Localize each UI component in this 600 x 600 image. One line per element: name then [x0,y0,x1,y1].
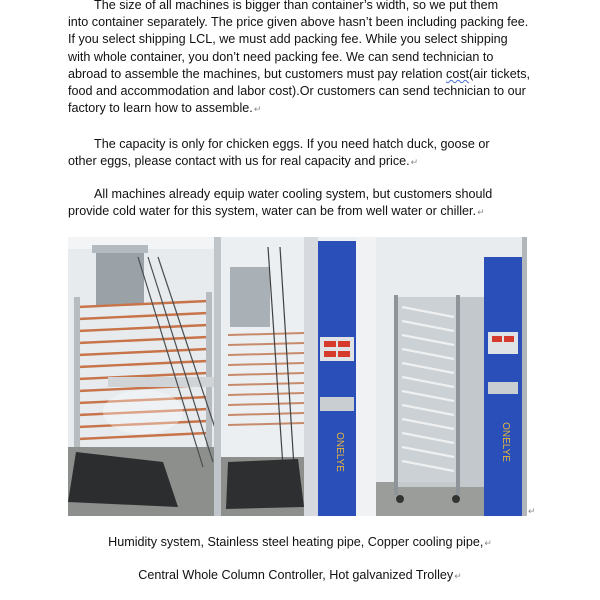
machine-photo [68,237,527,516]
paragraph-first-line: All machines already equip water cooling system, but customers should [94,187,493,201]
brand-label: ONELYE [334,432,345,472]
paragraph-mark-icon: ↵ [454,571,462,581]
paragraph-cooling [68,186,530,221]
photo-panel-humidity [68,237,221,516]
caption-text: Humidity system, Stainless steel heating pipe, Copper cooling pipe, [108,535,484,549]
caption-line-1 [0,535,600,549]
photo-panel-trolley [376,237,527,516]
caption-text: Central Whole Column Controller, Hot galvanized Trolley [138,568,454,582]
paragraph-mark-icon: ↵ [484,538,492,548]
brand-label: ONELYE [500,422,511,462]
spellcheck-word: cost [446,66,470,81]
paragraph-body: other eggs, please contact with us for real capacity and price. [68,154,410,169]
paragraph-body: provide cold water for this system, water can be from well water or chiller. [68,204,477,219]
paragraph-mark-icon: ↵ [410,157,419,168]
paragraph-mark-icon: ↵ [253,104,262,115]
paragraph-body: into container separately. The price given above hasn’t been including packing fee. If you select shipping LCL, we must add packing fee. While you select shipping with whole container, you don’t need packing fee. We can send technician to abroad to assemble the machines, but customers must pay relation [68,15,529,81]
caption-line-2 [0,568,600,582]
paragraph-first-line: The size of all machines is bigger than container’s width, so we put them [94,0,499,12]
photo-panel-cooling [221,237,376,516]
paragraph-first-line: The capacity is only for chicken eggs. If you need hatch duck, goose or [94,137,490,151]
paragraph-body-end: (air tickets, food and accommodation and labor cost).Or customers can send technician to our factory to learn how to assemble. [68,66,531,116]
paragraph-mark-icon: ↵ [477,207,485,218]
paragraph-capacity [68,136,530,171]
paragraph-shipping [68,0,530,118]
paragraph-mark-icon: ↵ [528,506,536,516]
